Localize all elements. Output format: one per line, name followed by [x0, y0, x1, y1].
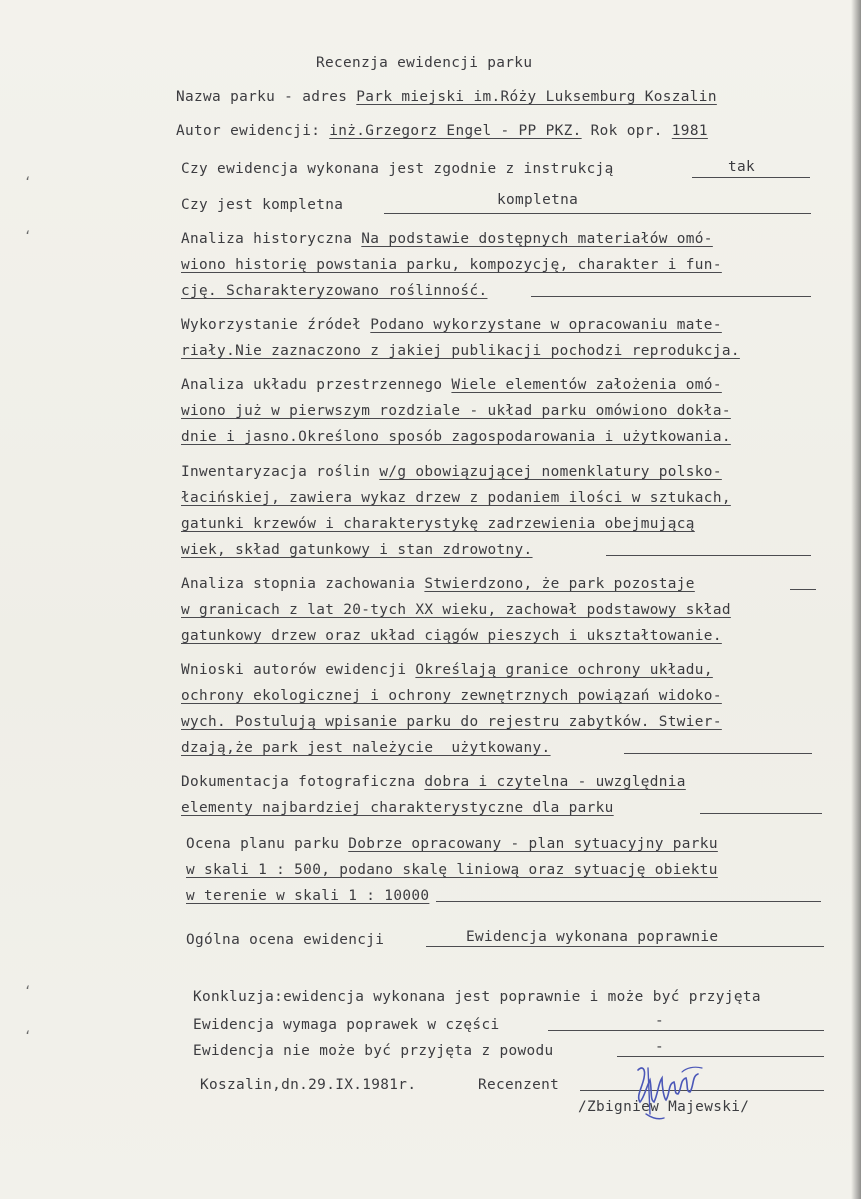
plan-blank: [436, 901, 821, 902]
preservation-line-3: gatunkowy drzew oraz układ ciągów pieszych i ukształtowanie.: [181, 628, 722, 644]
author-value: inż.Grzegorz Engel - PP PKZ.: [329, 123, 582, 139]
spatial-line-1: Wiele elementów założenia omó-: [451, 377, 722, 393]
plan-line-2: w skali 1 : 500, podano skalę liniową oraz sytuację obiektu: [186, 862, 718, 878]
overall-label: Ogólna ocena ewidencji: [186, 932, 385, 948]
author-label: Autor ewidencji:: [176, 123, 321, 139]
page-edge-shadow: [851, 0, 861, 1199]
preservation-blank: [790, 589, 816, 590]
historical-line-2: wiono historię powstania parku, kompozycję, charakter i fun-: [181, 257, 722, 273]
inventory-blank: [606, 555, 811, 556]
historical-line-3: cję. Scharakteryzowano roślinność.: [181, 283, 488, 299]
preservation-row-1: [181, 575, 695, 593]
complete-value: kompletna: [497, 192, 579, 208]
sources-label: Wykorzystanie źródeł: [181, 317, 362, 333]
reviewer-label: Recenzent: [478, 1077, 560, 1093]
historical-blank: [531, 296, 811, 297]
rejected-value: -: [655, 1039, 665, 1055]
plan-label: Ocena planu parku: [186, 836, 340, 852]
sources-row-1: [181, 316, 722, 334]
signature-mark: [628, 1058, 712, 1126]
conclusions-line-3: wych. Postulują wpisanie parku do rejestru zabytków. Stwier-: [181, 714, 722, 730]
conclusions-row-1: [181, 661, 713, 679]
inventory-line-2: łacińskiej, zawiera wykaz drzew z podaniem ilości w sztukach,: [181, 490, 731, 506]
overall-blank: [426, 946, 824, 947]
inventory-line-1: w/g obowiązującej nomenklatury polsko-: [379, 464, 722, 480]
conclusions-label: Wnioski autorów ewidencji: [181, 662, 407, 678]
corrections-label: Ewidencja wymaga poprawek w części: [193, 1017, 500, 1033]
plan-line-1: Dobrze opracowany - plan sytuacyjny parku: [348, 836, 718, 852]
spatial-line-2: wiono już w pierwszym rozdziale - układ parku omówiono dokła-: [181, 403, 731, 419]
photo-label: Dokumentacja fotograficzna: [181, 774, 416, 790]
author-row: [176, 122, 708, 140]
sources-line-2: riały.Nie zaznaczono z jakiej publikacji pochodzi reprodukcja.: [181, 343, 740, 359]
spatial-label: Analiza układu przestrzennego: [181, 377, 443, 393]
document-title: Recenzja ewidencji parku: [316, 55, 533, 71]
conclusions-line-4: dzają,że park jest należycie użytkowany.: [181, 740, 551, 756]
instruction-label: Czy ewidencja wykonana jest zgodnie z instrukcją: [181, 161, 614, 177]
photo-blank: [700, 813, 822, 814]
inventory-line-3: gatunki krzewów i charakterystykę zadrzewienia obejmującą: [181, 516, 695, 532]
rejected-label: Ewidencja nie może być przyjęta z powodu: [193, 1043, 554, 1059]
corrections-blank: [548, 1030, 824, 1031]
park-name-value: Park miejski im.Róży Luksemburg Koszalin: [356, 89, 717, 105]
instruction-blank: [692, 177, 810, 178]
margin-mark-4: ʻ: [24, 1029, 32, 1043]
preservation-label: Analiza stopnia zachowania: [181, 576, 416, 592]
historical-row-1: [181, 230, 713, 248]
margin-mark-1: ʻ: [24, 175, 32, 189]
year-label: Rok opr.: [590, 123, 663, 139]
plan-line-3: w terenie w skali 1 : 10000: [186, 888, 430, 904]
year-value: 1981: [671, 123, 708, 139]
place-date: Koszalin,dn.29.IX.1981r.: [200, 1077, 417, 1093]
spatial-row-1: [181, 376, 722, 394]
complete-blank: [384, 213, 811, 214]
inventory-label: Inwentaryzacja roślin: [181, 464, 371, 480]
overall-value: Ewidencja wykonana poprawnie: [466, 929, 719, 945]
margin-mark-2: ʻ: [24, 229, 32, 243]
corrections-value: -: [655, 1013, 665, 1029]
photo-line-1: dobra i czytelna - uwzględnia: [424, 774, 686, 790]
rejected-blank: [617, 1056, 824, 1057]
conclusions-line-1: Określają granice ochrony układu,: [415, 662, 713, 678]
park-name-row: [176, 88, 717, 106]
conclusions-blank: [624, 753, 812, 754]
instruction-value: tak: [728, 159, 756, 175]
photo-line-2: elementy najbardziej charakterystyczne dla parku: [181, 800, 614, 816]
spatial-line-3: dnie i jasno.Określono sposób zagospodarowania i użytkowania.: [181, 429, 731, 445]
plan-row-1: [186, 835, 718, 853]
reviewer-name: /Zbigniew Majewski/: [578, 1099, 750, 1115]
photo-row-1: [181, 773, 686, 791]
preservation-line-1: Stwierdzono, że park pozostaje: [424, 576, 695, 592]
conclusions-line-2: ochrony ekologicznej i ochrony zewnętrznych powiązań widoko-: [181, 688, 722, 704]
historical-label: Analiza historyczna: [181, 231, 353, 247]
park-name-label: Nazwa parku - adres: [176, 89, 348, 105]
margin-mark-3: ʻ: [24, 984, 32, 998]
final-conclusion: Konkluzja:ewidencja wykonana jest poprawnie i może być przyjęta: [193, 989, 761, 1005]
inventory-line-4: wiek, skład gatunkowy i stan zdrowotny.: [181, 542, 533, 558]
inventory-row-1: [181, 463, 722, 481]
sources-line-1: Podano wykorzystane w opracowaniu mate-: [370, 317, 722, 333]
complete-label: Czy jest kompletna: [181, 197, 344, 213]
preservation-line-2: w granicach z lat 20-tych XX wieku, zachował podstawowy skład: [181, 602, 731, 618]
historical-line-1: Na podstawie dostępnych materiałów omó-: [361, 231, 713, 247]
